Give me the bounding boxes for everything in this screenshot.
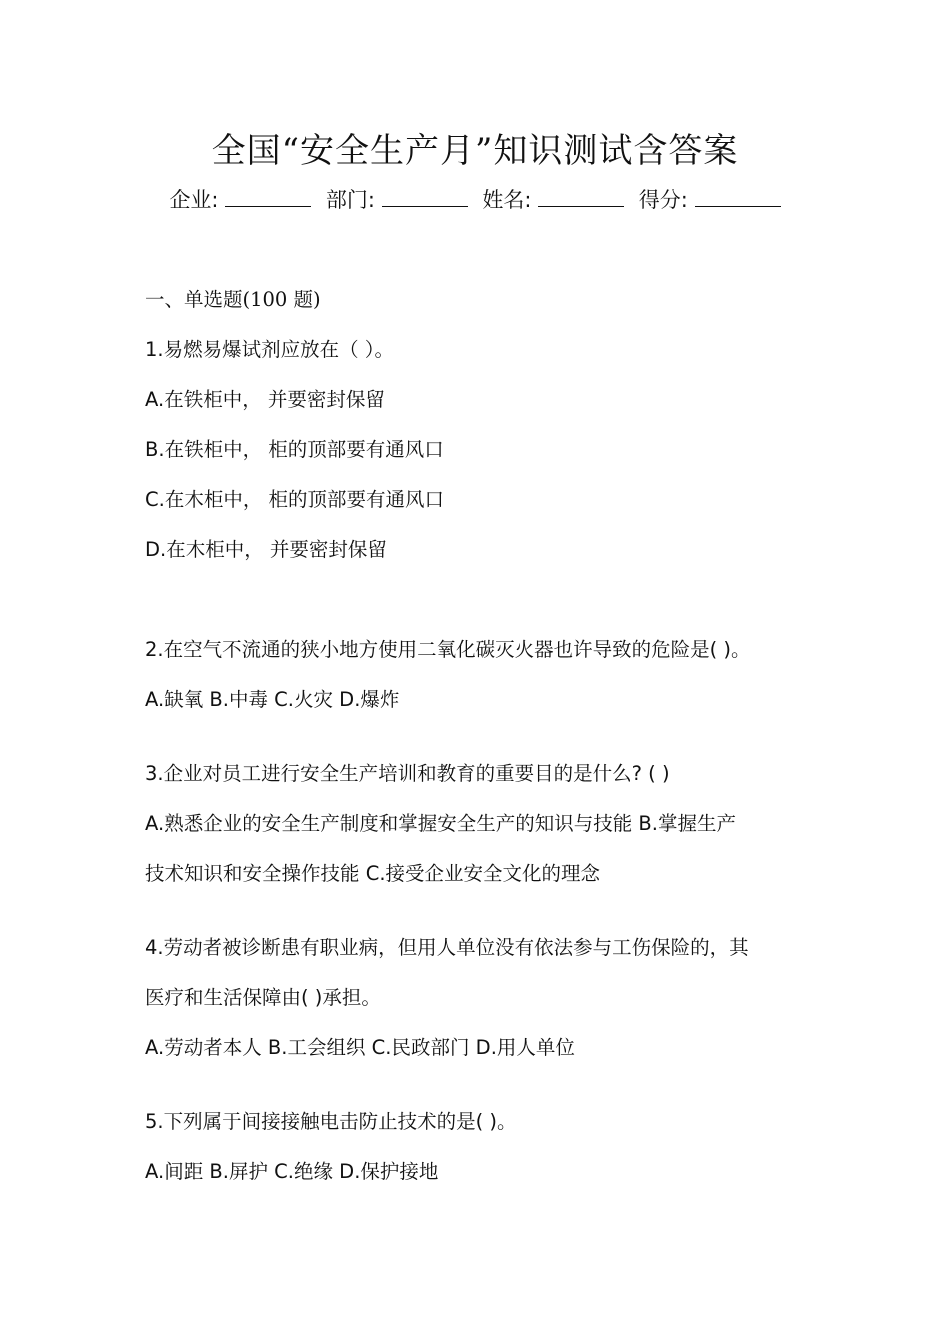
question-2: [145, 634, 825, 734]
info-field-name: [482, 184, 632, 216]
question-stem: 1.易燃易爆试剂应放在（ ）。: [145, 338, 395, 361]
question-stem: 5.下列属于间接接触电击防止技术的是( )。: [145, 1110, 517, 1133]
document-title: 全国“安全生产月”知识测试含答案: [211, 131, 739, 171]
info-fields-row: [0, 184, 950, 216]
question-option: B.在铁柜中， 柜的顶部要有通风口: [145, 438, 444, 461]
info-field-label: 企业:: [169, 188, 219, 212]
question-stem: 3.企业对员工进行安全生产培训和教育的重要目的是什么? ( ): [145, 762, 670, 785]
question-option: D.在木柜中， 并要密封保留: [145, 538, 387, 561]
question-5: [145, 1106, 825, 1206]
section-heading: 一、单选题(100 题): [145, 288, 321, 311]
info-field-department: [326, 184, 476, 216]
question-stem: 2.在空气不流通的狭小地方使用二氧化碳灭火器也许导致的危险是( )。: [145, 638, 751, 661]
spacer: [145, 908, 825, 932]
question-4: [145, 932, 825, 1082]
blank-line: [538, 184, 624, 207]
question-option: A.间距 B.屏护 C.绝缘 D.保护接地: [145, 1160, 439, 1183]
question-option: A.劳动者本人 B.工会组织 C.民政部门 D.用人单位: [145, 1036, 575, 1059]
blank-line: [382, 184, 468, 207]
blank-line: [225, 184, 311, 207]
question-option: A.缺氧 B.中毒 C.火灾 D.爆炸: [145, 688, 400, 711]
spacer: [145, 1082, 825, 1106]
question-1: [145, 334, 825, 584]
spacer: [145, 584, 825, 634]
blank-line: [695, 184, 781, 207]
question-stem: 医疗和生活保障由( )承担。: [145, 986, 381, 1009]
info-field-label: 姓名:: [482, 188, 532, 212]
question-option: A.熟悉企业的安全生产制度和掌握安全生产的知识与技能 B.掌握生产: [145, 812, 736, 835]
spacer: [145, 734, 825, 758]
question-3: [145, 758, 825, 908]
info-field-label: 部门:: [325, 188, 375, 212]
info-field-company: [169, 184, 319, 216]
info-field-label: 得分:: [638, 188, 688, 212]
document-content: [145, 284, 825, 1206]
info-field-score: [639, 184, 781, 216]
question-option: C.在木柜中， 柜的顶部要有通风口: [145, 488, 445, 511]
question-option: 技术知识和安全操作技能 C.接受企业安全文化的理念: [145, 862, 601, 885]
question-option: A.在铁柜中， 并要密封保留: [145, 388, 385, 411]
question-stem: 4.劳动者被诊断患有职业病，但用人单位没有依法参与工伤保险的，其: [145, 936, 749, 959]
